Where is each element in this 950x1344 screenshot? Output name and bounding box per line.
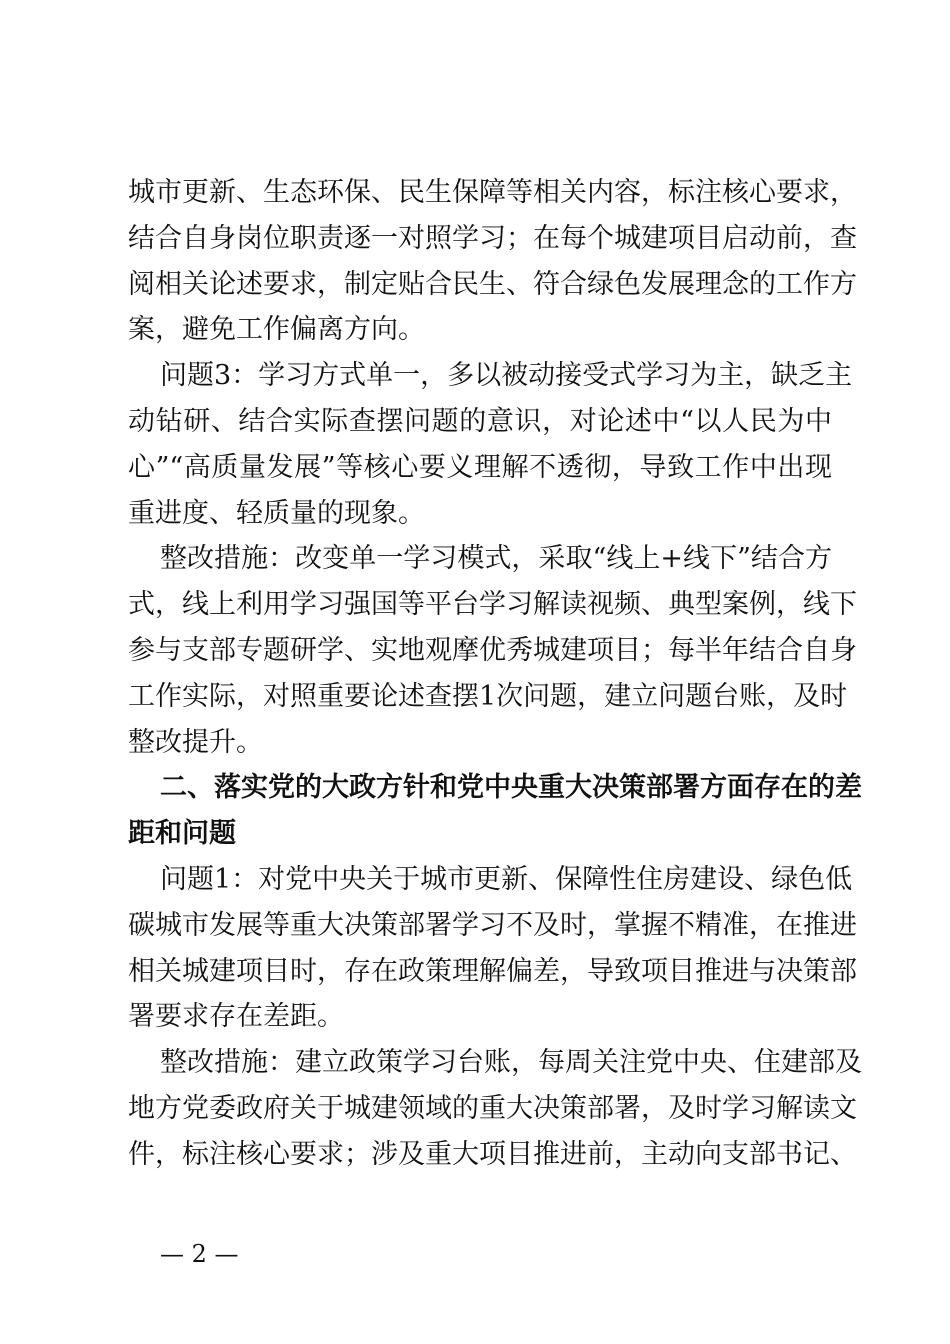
- paragraph-line: 地方党委政府关于城建领域的重大决策部署，及时学习解读文: [128, 1093, 857, 1124]
- paragraph-line: 整改提升。: [128, 727, 263, 758]
- paragraph-line: 动钻研、结合实际查摆问题的意识，对论述中“以人民为中: [128, 406, 832, 437]
- paragraph-line: 案，避免工作偏离方向。: [128, 314, 425, 345]
- paragraph-line: 件，标注核心要求；涉及重大项目推进前，主动向支部书记、: [128, 1139, 857, 1170]
- paragraph-line: 工作实际，对照重要论述查摆1次问题，建立问题台账，及时: [128, 681, 848, 712]
- paragraph-line: 整改措施：改变单一学习模式，采取“线上+线下”结合方: [160, 543, 832, 574]
- page-number: — 2 —: [160, 1240, 239, 1268]
- paragraph-line: 署要求存在差距。: [128, 1001, 344, 1032]
- paragraph-line: 式，线上利用学习强国等平台学习解读视频、典型案例，线下: [128, 589, 857, 620]
- paragraph-line: 结合自身岗位职责逐一对照学习；在每个城建项目启动前，查: [128, 223, 857, 254]
- paragraph-line: 整改措施：建立政策学习台账，每周关注党中央、住建部及: [160, 1047, 862, 1078]
- paragraph-line: 重进度、轻质量的现象。: [128, 498, 425, 529]
- paragraph-line: 阅相关论述要求，制定贴合民生、符合绿色发展理念的工作方: [128, 269, 857, 300]
- paragraph-line: 问题3：学习方式单一，多以被动接受式学习为主，缺乏主: [160, 360, 853, 391]
- section-heading-line: 二、落实党的大政方针和党中央重大决策部署方面存在的差: [160, 772, 862, 803]
- paragraph-line: 问题1：对党中央关于城市更新、保障性住房建设、绿色低: [160, 864, 853, 895]
- paragraph-line: 心”“高质量发展”等核心要义理解不透彻，导致工作中出现: [128, 452, 832, 483]
- paragraph-line: 碳城市发展等重大决策部署学习不及时，掌握不精准，在推进: [128, 910, 857, 941]
- section-heading-line: 距和问题: [128, 818, 236, 849]
- paragraph-line: 城市更新、生态环保、民生保障等相关内容，标注核心要求，: [128, 177, 857, 208]
- paragraph-line: 参与支部专题研学、实地观摩优秀城建项目；每半年结合自身: [128, 635, 857, 666]
- paragraph-line: 相关城建项目时，存在政策理解偏差，导致项目推进与决策部: [128, 956, 857, 987]
